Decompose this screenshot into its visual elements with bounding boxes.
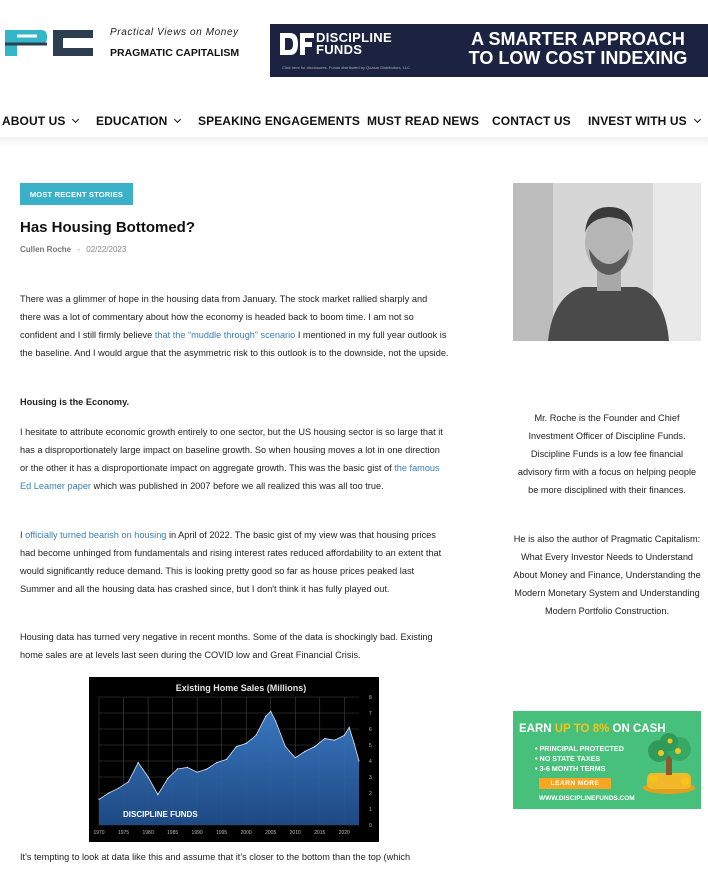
ed-leamer-paper-link[interactable]: the famous Ed Leamer paper	[20, 463, 440, 491]
ad-bullets	[535, 744, 624, 774]
ad-website: WWW.DISCIPLINEFUNDS.COM	[539, 795, 635, 802]
chart-data-point	[285, 746, 286, 747]
chart-data-point	[206, 768, 207, 769]
main-nav	[0, 106, 708, 136]
author-bio: Mr. Roche is the Founder and Chief Investment Officer of Discipline Funds. Discipline Funds is a low fee financial advisory firm with a focus on helping people be more disciplined with their finances.	[517, 413, 697, 495]
x-tick-label: 2020	[338, 830, 350, 836]
meta-separator: -	[77, 245, 81, 254]
chart-data-point	[334, 740, 335, 741]
chart-data-point	[167, 778, 168, 779]
chart-data-point	[246, 743, 247, 744]
chart-data-point	[349, 727, 350, 728]
discipline-funds-banner-ad[interactable]	[270, 24, 708, 77]
chart-data-point	[270, 711, 271, 712]
article-paragraph: I hesitate to attribute economic growth entirely to one sector, but the US housing sector is so large that it has a disproportionately large impact on baseline growth. So when housing moves a lot in one direction or the other it has a disproportionate impact on aggregate growth. This was the basic gist of the famous Ed Leamer paper which was published in 2007 before we all realized this was all too true.	[20, 427, 443, 491]
article-author[interactable]: Cullen Roche	[20, 245, 72, 254]
author-bio-books: He is also the author of Pragmatic Capitalism: What Every Investor Needs to Understand About Money and Finance, Understanding the Modern Monetary System and Understanding Modern Portfolio Construction.	[513, 534, 701, 616]
chevron-down-icon	[174, 116, 181, 123]
nav-divider	[0, 137, 708, 147]
money-tree-icon	[639, 733, 699, 795]
x-tick-label: 2015	[314, 830, 326, 836]
ad-headline: EARN UP TO 8% ON CASH	[519, 723, 666, 735]
chart-data-point	[177, 768, 178, 769]
x-tick-label: 1980	[142, 830, 154, 836]
site-logo[interactable]	[3, 22, 95, 62]
x-tick-label: 1990	[191, 830, 203, 836]
banner-brand: DISCIPLINE FUNDS	[316, 30, 392, 57]
article-paragraph: I officially turned bearish on housing in April of 2022. The basic gist of my view was that housing prices had become unhinged from fundamentals and rising interest rates reduced affordability to an extent that would significantly reduce demand. This is looking pretty good so far as house prices peaked last Summer and all the housing data has crashed since, but I don't think it has fully played out.	[20, 530, 442, 594]
nav-contact-us[interactable]: CONTACT US	[492, 114, 571, 128]
y-tick-label: 7	[369, 711, 372, 717]
banner-headline: A SMARTER APPROACH TO LOW COST INDEXING	[468, 29, 688, 68]
existing-home-sales-chart	[89, 677, 379, 842]
y-tick-label: 2	[369, 791, 372, 797]
nav-education[interactable]: EDUCATION	[96, 114, 180, 128]
nav-about-us[interactable]: ABOUT US	[2, 114, 78, 128]
article-title: Has Housing Bottomed?	[20, 219, 195, 236]
chart-data-point	[295, 757, 296, 758]
x-tick-label: 1995	[216, 830, 228, 836]
chart-data-point	[275, 720, 276, 721]
y-tick-label: 1	[369, 807, 372, 813]
x-tick-label: 2000	[240, 830, 252, 836]
chart-data-point	[128, 781, 129, 782]
article-date: 02/22/2023	[86, 245, 127, 254]
nav-speaking-engagements[interactable]: SPEAKING ENGAGEMENTS	[198, 114, 361, 128]
y-tick-label: 6	[369, 727, 372, 733]
site-name[interactable]: PRAGMATIC CAPITALISM	[110, 47, 240, 59]
muddle-through-link[interactable]: that the “muddle through” scenario	[154, 330, 296, 340]
chart-data-point	[358, 760, 359, 761]
chart-data-point	[98, 799, 99, 800]
banner-disclosure: Click here for disclosures. Funds distributed by Quasar Distributors, LLC	[282, 65, 411, 70]
chart-canvas	[89, 677, 379, 842]
chart-title: Existing Home Sales (Millions)	[175, 683, 307, 693]
ad-bullet: • PRINCIPAL PROTECTED	[535, 744, 624, 754]
chart-watermark: DISCIPLINE FUNDS	[123, 810, 198, 819]
article-subheading: Housing is the Economy.	[20, 397, 130, 407]
site-tagline: Practical Views on Money	[110, 27, 239, 38]
chart-data-point	[138, 762, 139, 763]
chart-data-point	[265, 716, 266, 717]
y-tick-label: 4	[369, 759, 372, 765]
article-meta	[20, 245, 126, 254]
article-paragraph: Housing data has turned very negative in recent months. Some of the data is shockingly bad. Existing home sales are at levels last seen during the COVID low and Great Financial Crisis.	[20, 632, 433, 660]
chart-data-point	[314, 746, 315, 747]
category-badge[interactable]: MOST RECENT STORIES	[20, 183, 133, 205]
chart-data-point	[354, 743, 355, 744]
chart-data-point	[187, 767, 188, 768]
x-tick-label: 1985	[167, 830, 179, 836]
y-tick-label: 3	[369, 775, 372, 781]
ad-bullet: • 3-6 MONTH TERMS	[535, 764, 624, 774]
nav-must-read-news[interactable]: MUST READ NEWS	[367, 114, 480, 128]
chevron-down-icon	[694, 116, 701, 123]
chart-data-point	[216, 762, 217, 763]
author-photo	[513, 183, 701, 341]
article-paragraph: It's tempting to look at data like this and assume that it's closer to the bottom than the top (which	[20, 852, 411, 862]
learn-more-button[interactable]: LEARN MORE	[539, 778, 611, 789]
bearish-on-housing-link[interactable]: officially turned bearish on housing	[25, 530, 167, 540]
discipline-funds-logo-icon	[280, 33, 314, 55]
y-tick-label: 0	[369, 823, 372, 829]
chart-data-point	[236, 746, 237, 747]
ad-bullet: • NO STATE TAXES	[535, 754, 624, 764]
chart-data-point	[344, 735, 345, 736]
article-paragraph: There was a glimmer of hope in the housing data from January. The stock market rallied sharply and there was a lot of commentary about how the economy is headed back to boom time. I am not so confident and I still firmly believe that the “muddle through” scenario I mentioned in my full year outlook is the baseline. And I would argue that the asymmetric risk to this outlook is to the downside, not the upside.	[20, 294, 449, 358]
y-tick-label: 5	[369, 743, 372, 749]
chart-data-point	[118, 788, 119, 789]
y-tick-label: 8	[369, 695, 372, 701]
chart-data-point	[157, 794, 158, 795]
chart-data-point	[148, 776, 149, 777]
chart-data-point	[226, 759, 227, 760]
x-tick-label: 1970	[93, 830, 105, 836]
earn-on-cash-ad[interactable]	[513, 711, 701, 809]
x-tick-label: 2010	[289, 830, 301, 836]
chart-data-point	[304, 751, 305, 752]
x-tick-label: 2005	[265, 830, 277, 836]
chart-data-point	[197, 772, 198, 773]
chart-data-point	[108, 792, 109, 793]
chart-data-point	[255, 735, 256, 736]
chart-data-point	[324, 738, 325, 739]
nav-invest-with-us[interactable]: INVEST WITH US	[588, 114, 700, 128]
chevron-down-icon	[72, 116, 79, 123]
x-tick-label: 1975	[117, 830, 130, 836]
